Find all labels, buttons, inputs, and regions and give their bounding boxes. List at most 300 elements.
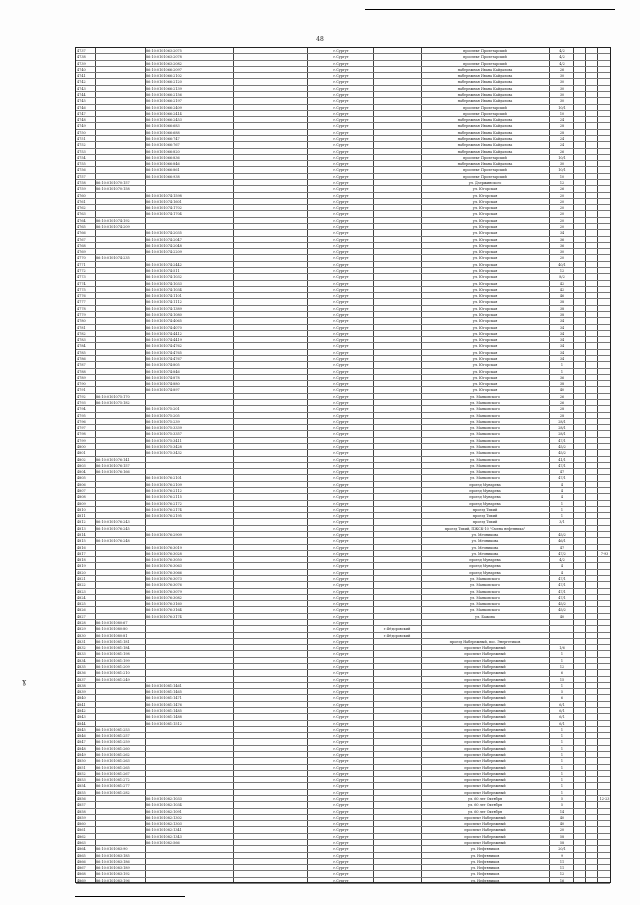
cell-k2: 86:10:0101076:2195 [146,514,182,519]
cell-house: 9 [560,853,564,858]
cell-city: г.Сургут [333,331,349,336]
cell-n: 4823 [77,589,86,594]
cell-city: г.Сургут [333,539,349,544]
cell-city: г.Сургут [333,514,349,519]
cell-addr: проспект Набережный [464,671,506,676]
cell-house: 30 [559,250,565,255]
cell-addr: ул. Югорская [472,206,498,211]
cell-city: г.Сургут [333,74,349,79]
cell-city: г.Сургут [333,482,349,487]
cell-house: 40/1 [558,262,566,267]
cell-house: 5 [560,803,564,808]
cell-city: г.Сургут [333,49,349,53]
cell-n: 4831 [77,639,86,644]
cell-addr: набережная Ивана Кайдалова [457,130,513,135]
cell-city: г.Сургут [333,822,349,827]
cell-city: г.Сургут [333,646,349,651]
cell-k2: 86:10:0101075:3357 [146,432,182,437]
cell-n: 4866 [77,859,86,864]
cell-house: 1 [560,683,564,688]
cell-n: 4856 [77,797,86,801]
cell-n: 4817 [77,551,86,556]
cell-addr: ул. Нефтяников [470,859,500,864]
cell-house: 28/1 [558,419,566,424]
cell-house: 6/1 [559,721,565,726]
cell-k1: 86:10:0101081:282 [96,790,130,795]
cell-note: г.Фёдоровский [383,633,411,638]
cell-n: 4749 [77,124,86,129]
cell-city: г.Сургут [333,853,349,858]
cell-addr: набережная Ивана Кайдалова [457,137,513,141]
cell-addr: ул. Югорская [472,300,498,305]
cell-addr: ул. Югорская [472,294,498,299]
top-rule [365,9,615,10]
cell-n: 4806 [77,482,86,487]
cell-city: г.Сургут [333,394,349,399]
cell-k2: 86:10:0101076:2115 [146,495,182,500]
cell-city: г.Сургут [333,520,349,525]
cell-house: 1/6 [559,646,565,651]
cell-k2: 86:10:0101074:1598 [146,193,182,198]
cell-k2: 86:10:0101081:1465 [146,690,182,695]
cell-city: г.Сургут [333,753,349,757]
cell-n: 4798 [77,432,86,437]
cell-city: г.Сургут [333,677,349,682]
cell-addr: ул. Маяковского [470,463,500,468]
cell-addr: набережная Ивана Кайдалова [457,93,513,97]
cell-k2: 86:10:0101081:1471 [146,696,182,701]
cell-k2: 86:10:0101082:1091 [146,809,182,814]
cell-house: 40 [559,815,565,820]
cell-addr: проезд Тихий, ПЖСК-10 "Смена нефтяника" [444,526,526,531]
cell-city: г.Сургут [333,432,349,437]
cell-addr: проспект Набережный [464,753,506,757]
cell-house: 6/1 [559,702,565,707]
cell-addr: ул. Маяковского [470,470,500,475]
cell-k2: 86:10:0101074:4419 [146,338,182,343]
cell-addr: ул. 60 лет Октября [467,803,503,808]
cell-house: 47/2 [558,551,566,556]
cell-k2: 86:10:0101074:2209 [146,250,182,255]
cell-city: г.Сургут [333,275,349,280]
cell-city: г.Сургут [333,702,349,707]
cell-n: 4759 [77,187,86,192]
cell-city: г.Сургут [333,564,349,569]
cell-k1: 86:10:0101081:198 [96,652,130,657]
cell-house: 1 [560,363,564,368]
cell-addr: ул. Югорская [472,281,498,286]
cell-addr: проспект Набережный [464,841,506,845]
cell-house: 1 [560,501,564,506]
cell-house: 28/1 [558,426,566,431]
cell-house: 28/1 [558,432,566,437]
cell-house: 30 [559,74,565,79]
cell-house: 30 [559,93,565,97]
cell-house: 40 [559,822,565,827]
cell-n: 4815 [77,539,86,544]
cell-addr: проспект Набережный [464,715,506,720]
cell-k1: 86:10:0101076:248 [96,539,130,544]
cell-n: 4864 [77,847,86,852]
cell-k1: 86:10:0101081:262 [96,753,130,757]
cell-n: 4779 [77,313,86,317]
cell-k2: 86:10:0101066:2414 [146,111,182,116]
cell-addr: проспект Пролетарский [463,105,507,110]
cell-city: г.Сургут [333,212,349,217]
cell-house: 26 [559,67,565,72]
cell-city: г.Сургут [333,262,349,267]
cell-house: 38 [559,300,565,305]
cell-k1: 86:10:0101074:209 [96,225,130,229]
cell-city: г.Сургут [333,124,349,129]
cell-n: 4745 [77,99,86,104]
cell-k2: 86:10:0101082:1341 [146,828,182,833]
cell-k2: 86:10:0101074:2047 [146,237,182,242]
cell-house: 1 [560,507,564,512]
cell-n: 4739 [77,61,86,66]
cell-addr: проспект Набережный [464,784,506,789]
cell-n: 4819 [77,564,86,569]
cell-house: 20/1 [558,847,566,852]
cell-addr: ул. Нефтяников [470,853,500,858]
cell-house: 16 [559,878,565,883]
cell-k2: 86:10:0101074:1702 [146,206,182,211]
cell-note: г.Фёдоровский [383,627,411,632]
cell-house: 34 [559,325,565,330]
cell-house: 20 [559,206,565,211]
cell-addr: проспект Набережный [464,834,506,839]
cell-k2: 86:10:0101074:4412 [146,331,182,336]
cell-k2: 86:10:0101063:2078 [146,55,182,60]
cell-addr: проспект Набережный [464,778,506,783]
cell-addr: проезд Тихий [472,520,498,525]
cell-n: 4768 [77,243,86,248]
cell-city: г.Сургут [333,658,349,663]
cell-house: 6 [560,671,564,676]
cell-house: 4/2 [559,558,565,563]
cell-house: 4/2 [559,55,565,60]
cell-city: г.Сургут [333,218,349,223]
cell-city: г.Сургут [333,243,349,248]
cell-addr: проспект Набережный [464,658,506,663]
cell-k1: 86:10:0101080:81 [96,633,128,638]
cell-n: 4859 [77,815,86,820]
cell-house: 47/1 [558,463,566,468]
cell-k2: 86:10:0101074:1033 [146,281,182,286]
cell-n: 4809 [77,501,86,506]
cell-city: г.Сургут [333,690,349,695]
cell-addr: проспект Набережный [464,790,506,795]
cell-city: г.Сургут [333,155,349,160]
cell-house: 38 [559,382,565,387]
cell-addr: проезд Набережный, пос. Энергетиков [449,639,521,644]
cell-city: г.Сургут [333,665,349,669]
cell-addr: проспект Набережный [464,765,506,770]
cell-addr: проспект Набережный [464,721,506,726]
cell-city: г.Сургут [333,350,349,355]
cell-city: г.Сургут [333,300,349,305]
cell-addr: ул. Югорская [472,218,498,223]
cell-city: г.Сургут [333,589,349,594]
cell-house: 45/2 [558,533,566,537]
cell-k2: 86:10:0101074:1080 [146,313,182,317]
cell-addr: ул. Югорская [472,262,498,267]
cell-city: г.Сургут [333,570,349,575]
cell-city: г.Сургут [333,671,349,676]
cell-k2: 86:10:0101066:683 [146,124,180,129]
cell-city: г.Сургут [333,231,349,236]
cell-addr: ул. Маяковского [470,432,500,437]
cell-addr: проспект Набережный [464,652,506,657]
cell-addr: ул. Югорская [472,344,498,349]
cell-n: 4841 [77,702,86,707]
cell-addr: ул. Маяковского [470,413,500,418]
cell-city: г.Сургут [333,558,349,563]
cell-addr: ул. Югорская [472,357,498,361]
cell-addr: ул. Маяковского [470,394,500,399]
cell-addr: проезд Мунарева [469,558,501,563]
cell-addr: ул. Маяковского [470,457,500,462]
cell-house: 30 [559,86,565,91]
cell-k1: 86:10:0101083:192 [96,872,130,877]
cell-addr: проспект Набережный [464,771,506,776]
cell-addr: ул. Югорская [472,237,498,242]
cell-k2: 86:10:0101074:1034 [146,287,182,292]
cell-city: г.Сургут [333,118,349,123]
cell-n: 4836 [77,671,86,676]
register-table [75,47,611,883]
cell-k2: 86:10:0101066:836 [146,155,180,160]
cell-n: 4754 [77,155,86,160]
cell-k1: 86:10:0101070:158 [96,187,130,192]
cell-addr: ул. Мечникова [471,539,499,544]
cell-k2: 86:10:0101076:3079 [146,589,182,594]
cell-n: 4816 [77,545,86,550]
cell-n: 4775 [77,287,86,292]
cell-addr: проспект Пролетарский [463,168,507,173]
cell-addr: ул. Маяковского [470,451,500,456]
cell-house: 45/2 [558,608,566,613]
cell-k2: 86:10:0101066:2097 [146,67,182,72]
cell-n: 4858 [77,809,86,814]
cell-n: 4788 [77,369,86,374]
cell-n: 4863 [77,841,86,845]
cell-addr: проспект Пролетарский [463,55,507,60]
cell-house: 20 [559,256,565,261]
cell-n: 4769 [77,250,86,255]
cell-n: 4783 [77,338,86,343]
cell-k1: 86:10:0101081:272 [96,778,130,783]
cell-city: г.Сургут [333,388,349,393]
cell-house: 30 [559,99,565,104]
cell-city: г.Сургут [333,419,349,424]
cell-addr: набережная Ивана Кайдалова [457,86,513,91]
cell-addr: ул. Югорская [472,212,498,217]
cell-city: г.Сургут [333,193,349,198]
cell-k1: 86:10:0101076:141 [96,457,130,462]
cell-note [374,878,420,884]
cell-n: 4738 [77,55,86,60]
cell-addr: ул. Маяковского [470,438,500,443]
cell-addr: ул. Маяковского [470,602,500,607]
cell-house: 12 [559,269,565,273]
cell-city: г.Сургут [333,859,349,864]
cell-n: 4767 [77,237,86,242]
cell-house: 11 [559,859,565,864]
cell-k2: 86:10:0101076:3160 [146,602,182,607]
cell-addr: проспект Пролетарский [463,61,507,66]
cell-addr: ул. Югорская [472,287,498,292]
cell-n: 4843 [77,715,86,720]
cell-k1: 86:10:0101081:259 [96,740,130,745]
cell-house: 6/1 [559,709,565,713]
cell-n: 4746 [77,105,86,110]
cell-city: г.Сургут [333,181,349,185]
cell-city: г.Сургут [333,583,349,588]
cell-house: 1 [560,658,564,663]
cell-house: 45/2 [558,602,566,607]
cell-k2: 86:10:0101082:566 [146,841,180,845]
cell-n: 4847 [77,740,86,745]
cell-n: 4826 [77,608,86,613]
cell-house: 1 [560,759,564,764]
cell-addr: проспект Набережный [464,665,506,669]
cell-k2: 86:10:0101074:1112 [146,300,182,305]
cell-k2: 86:10:0101082:1033 [146,797,182,801]
cell-house: 30 [559,162,565,167]
cell-addr: проезд Мунарева [469,482,501,487]
cell-addr: ул. Дзержинского [468,181,502,185]
cell-city: г.Сургут [333,489,349,493]
cell-n: 4857 [77,803,86,808]
cell-k2: 86:10:0101082:1303 [146,822,182,827]
cell-house: 14 [559,809,565,814]
cell-city: г.Сургут [333,99,349,104]
cell-city: г.Сургут [333,526,349,531]
cell-n: 4848 [77,746,86,751]
cell-n: 4845 [77,727,86,732]
cell-addr: проспект Набережный [464,696,506,701]
cell-addr: проспект Пролетарский [463,155,507,160]
cell-n: 4829 [77,627,86,632]
cell-k2: 86:10:0101066:820 [146,149,180,154]
cell-house: 10/1 [558,168,566,173]
cell-city: г.Сургут [333,168,349,173]
cell-k1: 86:10:0101083:189 [96,866,130,871]
cell-city: г.Сургут [333,325,349,330]
cell-house: 10/1 [558,155,566,160]
cell-house: 46/1 [558,539,566,544]
cell-k2: 86:10:0101075:239 [146,419,180,424]
cell-city: г.Сургут [333,80,349,85]
cell-k2: 86:10:0101066:2120 [146,80,182,85]
cell-k2: 86:10:0101074:1601 [146,199,182,204]
cell-house: 47/1 [558,476,566,481]
cell-house: 36 [559,243,565,248]
cell-city: г.Сургут [333,872,349,877]
cell-n: 4808 [77,495,86,500]
cell-n: 4838 [77,683,86,688]
cell-n: 4801 [77,451,86,456]
cell-k2: 86:10:0101066:2156 [146,93,182,97]
cell-k1: 86:10:0101074:192 [96,218,130,223]
cell-k2: 86:10:0101066:2102 [146,74,182,79]
cell-city: г.Сургут [333,344,349,349]
cell-city: г.Сургут [333,369,349,374]
cell-city: г.Сургут [333,476,349,481]
cell-k2: 86:10:0101081:1512 [146,721,182,726]
cell-k2: 86:10:0101076:3164 [146,608,182,613]
cell-n: 4825 [77,602,86,607]
cell-k2: 86:10:0101066:2197 [146,99,182,104]
cell-n: 4774 [77,281,86,286]
cell-house: 5 [560,690,564,695]
cell-k2: 86:10:0101074:1704 [146,212,182,217]
cell-addr: ул. Югорская [472,193,498,198]
cell-house: 26 [559,187,565,192]
cell-house: 6/1 [559,715,565,720]
cell-n: 4740 [77,67,86,72]
cell-addr: набережная Ивана Кайдалова [457,80,513,85]
cell-n: 4742 [77,80,86,85]
cell-n: 4814 [77,533,86,537]
cell-house: 58 [559,834,565,839]
cell-n: 4747 [77,111,86,116]
cell-k1: 86:10:0101081:260 [96,746,130,751]
cell-city: г.Сургут [333,61,349,66]
cell-house: 1 [560,746,564,751]
cell-city: г.Сургут [333,55,349,60]
cell-city: г.Сургут [333,602,349,607]
cell-addr: набережная Ивана Кайдалова [457,74,513,79]
cell-n: 4794 [77,407,86,412]
cell-addr: ул. Югорская [472,331,498,336]
cell-city: г.Сургут [333,137,349,141]
cell-city: г.Сургут [333,287,349,292]
cell-city: г.Сургут [333,162,349,167]
cell-k2: 86:10:0101076:3076 [146,583,182,588]
cell-n: 4842 [77,709,86,713]
cell-city: г.Сургут [333,696,349,701]
cell-k2: 86:10:0101076:3019 [146,545,182,550]
cell-k1: 86:10:0101081:257 [96,734,130,739]
cell-house: 1 [560,784,564,789]
cell-k2: 86:10:0101074:511 [146,269,180,273]
cell-house: 20 [559,218,565,223]
cell-a [574,878,586,884]
cell-k1: 86:10:0101081:267 [96,771,130,776]
cell-city: г.Сургут [333,841,349,845]
cell-house: 20 [559,193,565,198]
cell-n: 4784 [77,344,86,349]
cell-house: 26 [559,394,565,399]
cell-k1: 86:10:0101083:186 [96,859,130,864]
cell-house: 34 [559,344,565,349]
cell-city: г.Сургут [333,608,349,613]
cell-city: г.Сургут [333,174,349,179]
cell-house: 1 [560,790,564,795]
cell-addr: проспект Набережный [464,727,506,732]
cell-addr: проспект Набережный [464,815,506,820]
cell-addr: ул. Югорская [472,199,498,204]
cell-house: 24 [559,118,565,123]
cell-house: 47/1 [558,583,566,588]
cell-house: 20 [559,212,565,217]
cell-n: 4821 [77,577,86,581]
cell-n: 4832 [77,646,86,651]
cell-addr: проезд Тихий [472,514,498,519]
cell-house: 4 [560,570,564,575]
